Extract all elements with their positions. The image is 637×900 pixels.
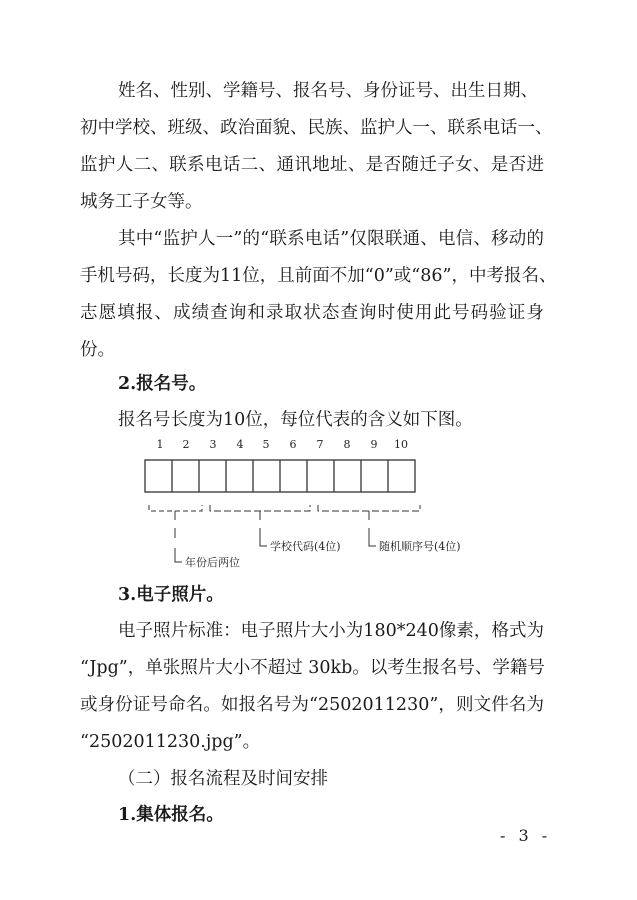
section-text-registration-number: 报名号长度为10位，每位代表的含义如下图。 [118, 410, 473, 430]
section-heading-photo: 3.电子照片。 [118, 585, 224, 605]
paragraph-line: 监护人二、联系电话二、通讯地址、是否随迁子女、是否进 [80, 155, 544, 175]
bracket-school [210, 505, 310, 511]
digit-label: 3 [209, 438, 217, 451]
label-random-order: 随机顺序号(4位) [379, 540, 461, 553]
digit-label: 9 [370, 438, 378, 451]
paragraph-line: “2502011230.jpg”。 [80, 732, 261, 752]
label-year: 年份后两位 [185, 556, 240, 569]
digit-label: 10 [394, 438, 408, 451]
digit-label: 8 [343, 438, 351, 451]
section-heading-registration-number: 2.报名号。 [118, 374, 207, 394]
subsection-heading: （二）报名流程及时间安排 [118, 769, 328, 789]
bracket-random [318, 505, 420, 511]
paragraph-line: “Jpg”，单张照片大小不超过 30kb。以考生报名号、学籍号 [80, 658, 545, 678]
paragraph-line: 电子照片标准：电子照片大小为180*240像素，格式为 [118, 621, 544, 641]
paragraph-line: 或身份证号命名。如报名号为“2502011230”，则文件名为 [80, 695, 544, 715]
digit-label: 6 [289, 438, 297, 451]
digit-label: 7 [316, 438, 324, 451]
digit-label: 2 [182, 438, 190, 451]
paragraph-line: 份。 [80, 340, 115, 360]
paragraph-line: 志愿填报、成绩查询和录取状态查询时使用此号码验证身 [80, 303, 544, 323]
paragraph-line: 初中学校、班级、政治面貌、民族、监护人一、联系电话一、 [80, 118, 553, 138]
paragraph-line: 手机号码，长度为11位，且前面不加“0”或“86”，中考报名、 [80, 266, 557, 286]
digit-label: 4 [236, 438, 244, 451]
paragraph-line: 城务工子女等。 [80, 192, 203, 212]
paragraph-line: 姓名、性别、学籍号、报名号、身份证号、出生日期、 [118, 81, 538, 101]
section-heading-group-registration: 1.集体报名。 [118, 805, 224, 825]
page-number: - 3 - [500, 826, 552, 845]
label-school-code: 学校代码(4位) [270, 540, 341, 553]
paragraph-line: 其中“监护人一”的“联系电话”仅限联通、电信、移动的 [118, 229, 544, 249]
bracket-year [149, 505, 202, 511]
digit-label: 1 [156, 438, 164, 451]
digit-label: 5 [262, 438, 270, 451]
